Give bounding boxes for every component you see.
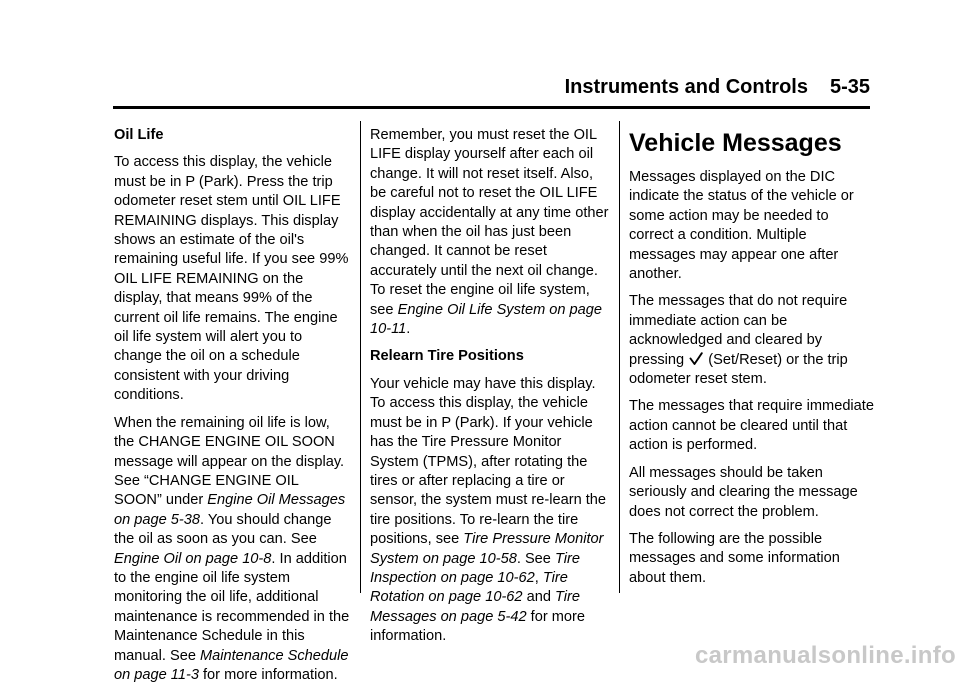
xref-tire-rotation[interactable]: Tire Rotation on page 10‑62	[370, 569, 568, 606]
text-run: ,	[534, 569, 543, 586]
text-run: . You should change the oil as soon as you can. See	[114, 511, 332, 548]
reset-oil-life-paragraph	[370, 126, 610, 339]
oil-life-paragraph-2	[114, 414, 350, 686]
running-head	[565, 76, 870, 99]
xref-engine-oil[interactable]: Engine Oil on page 10‑8	[114, 550, 272, 567]
vehicle-messages-paragraph-5: The following are the possible messages and some information about them.	[629, 530, 840, 586]
text-run: and	[522, 589, 556, 606]
oil-life-paragraph-1: To access this display, the vehicle must be in P (Park). Press the trip odometer reset stem until OIL LIFE REMAINING displays. This display shows an estimate of the oil's remaining useful life. If you see 99% OIL LIFE REMAINING on the display, that means 99% of the current oil life remains. The engine oil life system will alert you to change the oil on a schedule consistent with your driving conditions.	[114, 154, 349, 404]
column-2	[370, 126, 610, 655]
text-run: (Set/Reset) or the trip odometer reset stem.	[629, 351, 848, 388]
header-rule	[113, 106, 870, 109]
text-run: for more information.	[370, 608, 585, 645]
xref-engine-oil-messages[interactable]: Engine Oil Messages on page 5‑38	[114, 492, 346, 528]
watermark: carmanualsonline.info	[694, 642, 956, 669]
xref-engine-oil-life-system[interactable]: Engine Oil Life System on page 10‑11	[370, 301, 603, 338]
page-number: 5-35	[829, 76, 870, 98]
relearn-tire-positions-subhead: Relearn Tire Positions	[370, 348, 524, 365]
vehicle-messages-paragraph-4: All messages should be taken seriously and clearing the message does not correct the problem.	[629, 464, 858, 520]
text-run: The messages that do not require immediate action can be acknowledged and cleared by pressing	[629, 293, 848, 368]
text-run: . See	[516, 550, 555, 567]
column-3	[629, 128, 874, 596]
xref-tire-inspection[interactable]: Tire Inspection on page 10‑62	[370, 550, 580, 586]
text-run: .	[406, 321, 411, 338]
oil-life-subhead: Oil Life	[114, 127, 164, 143]
text-run: . In addition to the engine oil life system monitoring the oil life, additional maintenance is recommended in the Maintenance Schedule in this manual. See	[114, 550, 350, 664]
text-run: Your vehicle may have this display. To access this display, the vehicle must be in P (Park). If your vehicle has the Tire Pressure Monitor System (TPMS), after rotating the tires or after replacing a tire or sensor, the system must re-learn the tire positions. To re-learn the tire positions, see	[370, 375, 607, 548]
vehicle-messages-paragraph-2	[629, 292, 874, 389]
vehicle-messages-paragraph-3: The messages that require immediate action cannot be cleared until that action is performed.	[629, 398, 874, 454]
text-run: for more information.	[198, 666, 338, 683]
column-divider-left	[360, 121, 361, 593]
text-run: Remember, you must reset the OIL LIFE display yourself after each oil change. It will not reset itself. Also, be careful not to reset the OIL LIFE display accidentally at any time other than when the oil has just been changed. It cannot be reset accurately until the next oil change. To reset the engine oil life system, see	[370, 127, 609, 318]
section-header-title: Instruments and Controls	[564, 76, 808, 98]
section-title: Vehicle Messages	[629, 129, 842, 157]
column-1	[114, 126, 350, 693]
xref-tire-pressure-monitor-system[interactable]: Tire Pressure Monitor System on page 10‑58	[370, 531, 604, 567]
text-run: When the remaining oil life is low, the CHANGE ENGINE OIL SOON message will appear on the display. See “CHANGE ENGINE OIL SOON” under	[114, 414, 345, 509]
relearn-tire-positions-paragraph	[370, 375, 610, 647]
xref-maintenance-schedule[interactable]: Maintenance Schedule on page 11‑3	[114, 647, 349, 683]
xref-tire-messages[interactable]: Tire Messages on page 5‑42	[370, 589, 581, 625]
column-divider-right	[619, 121, 620, 593]
checkmark-icon	[689, 352, 703, 366]
vehicle-messages-paragraph-1: Messages displayed on the DIC indicate the status of the vehicle or some action may be needed to correct a condition. Multiple messages may appear one after another.	[629, 169, 854, 283]
